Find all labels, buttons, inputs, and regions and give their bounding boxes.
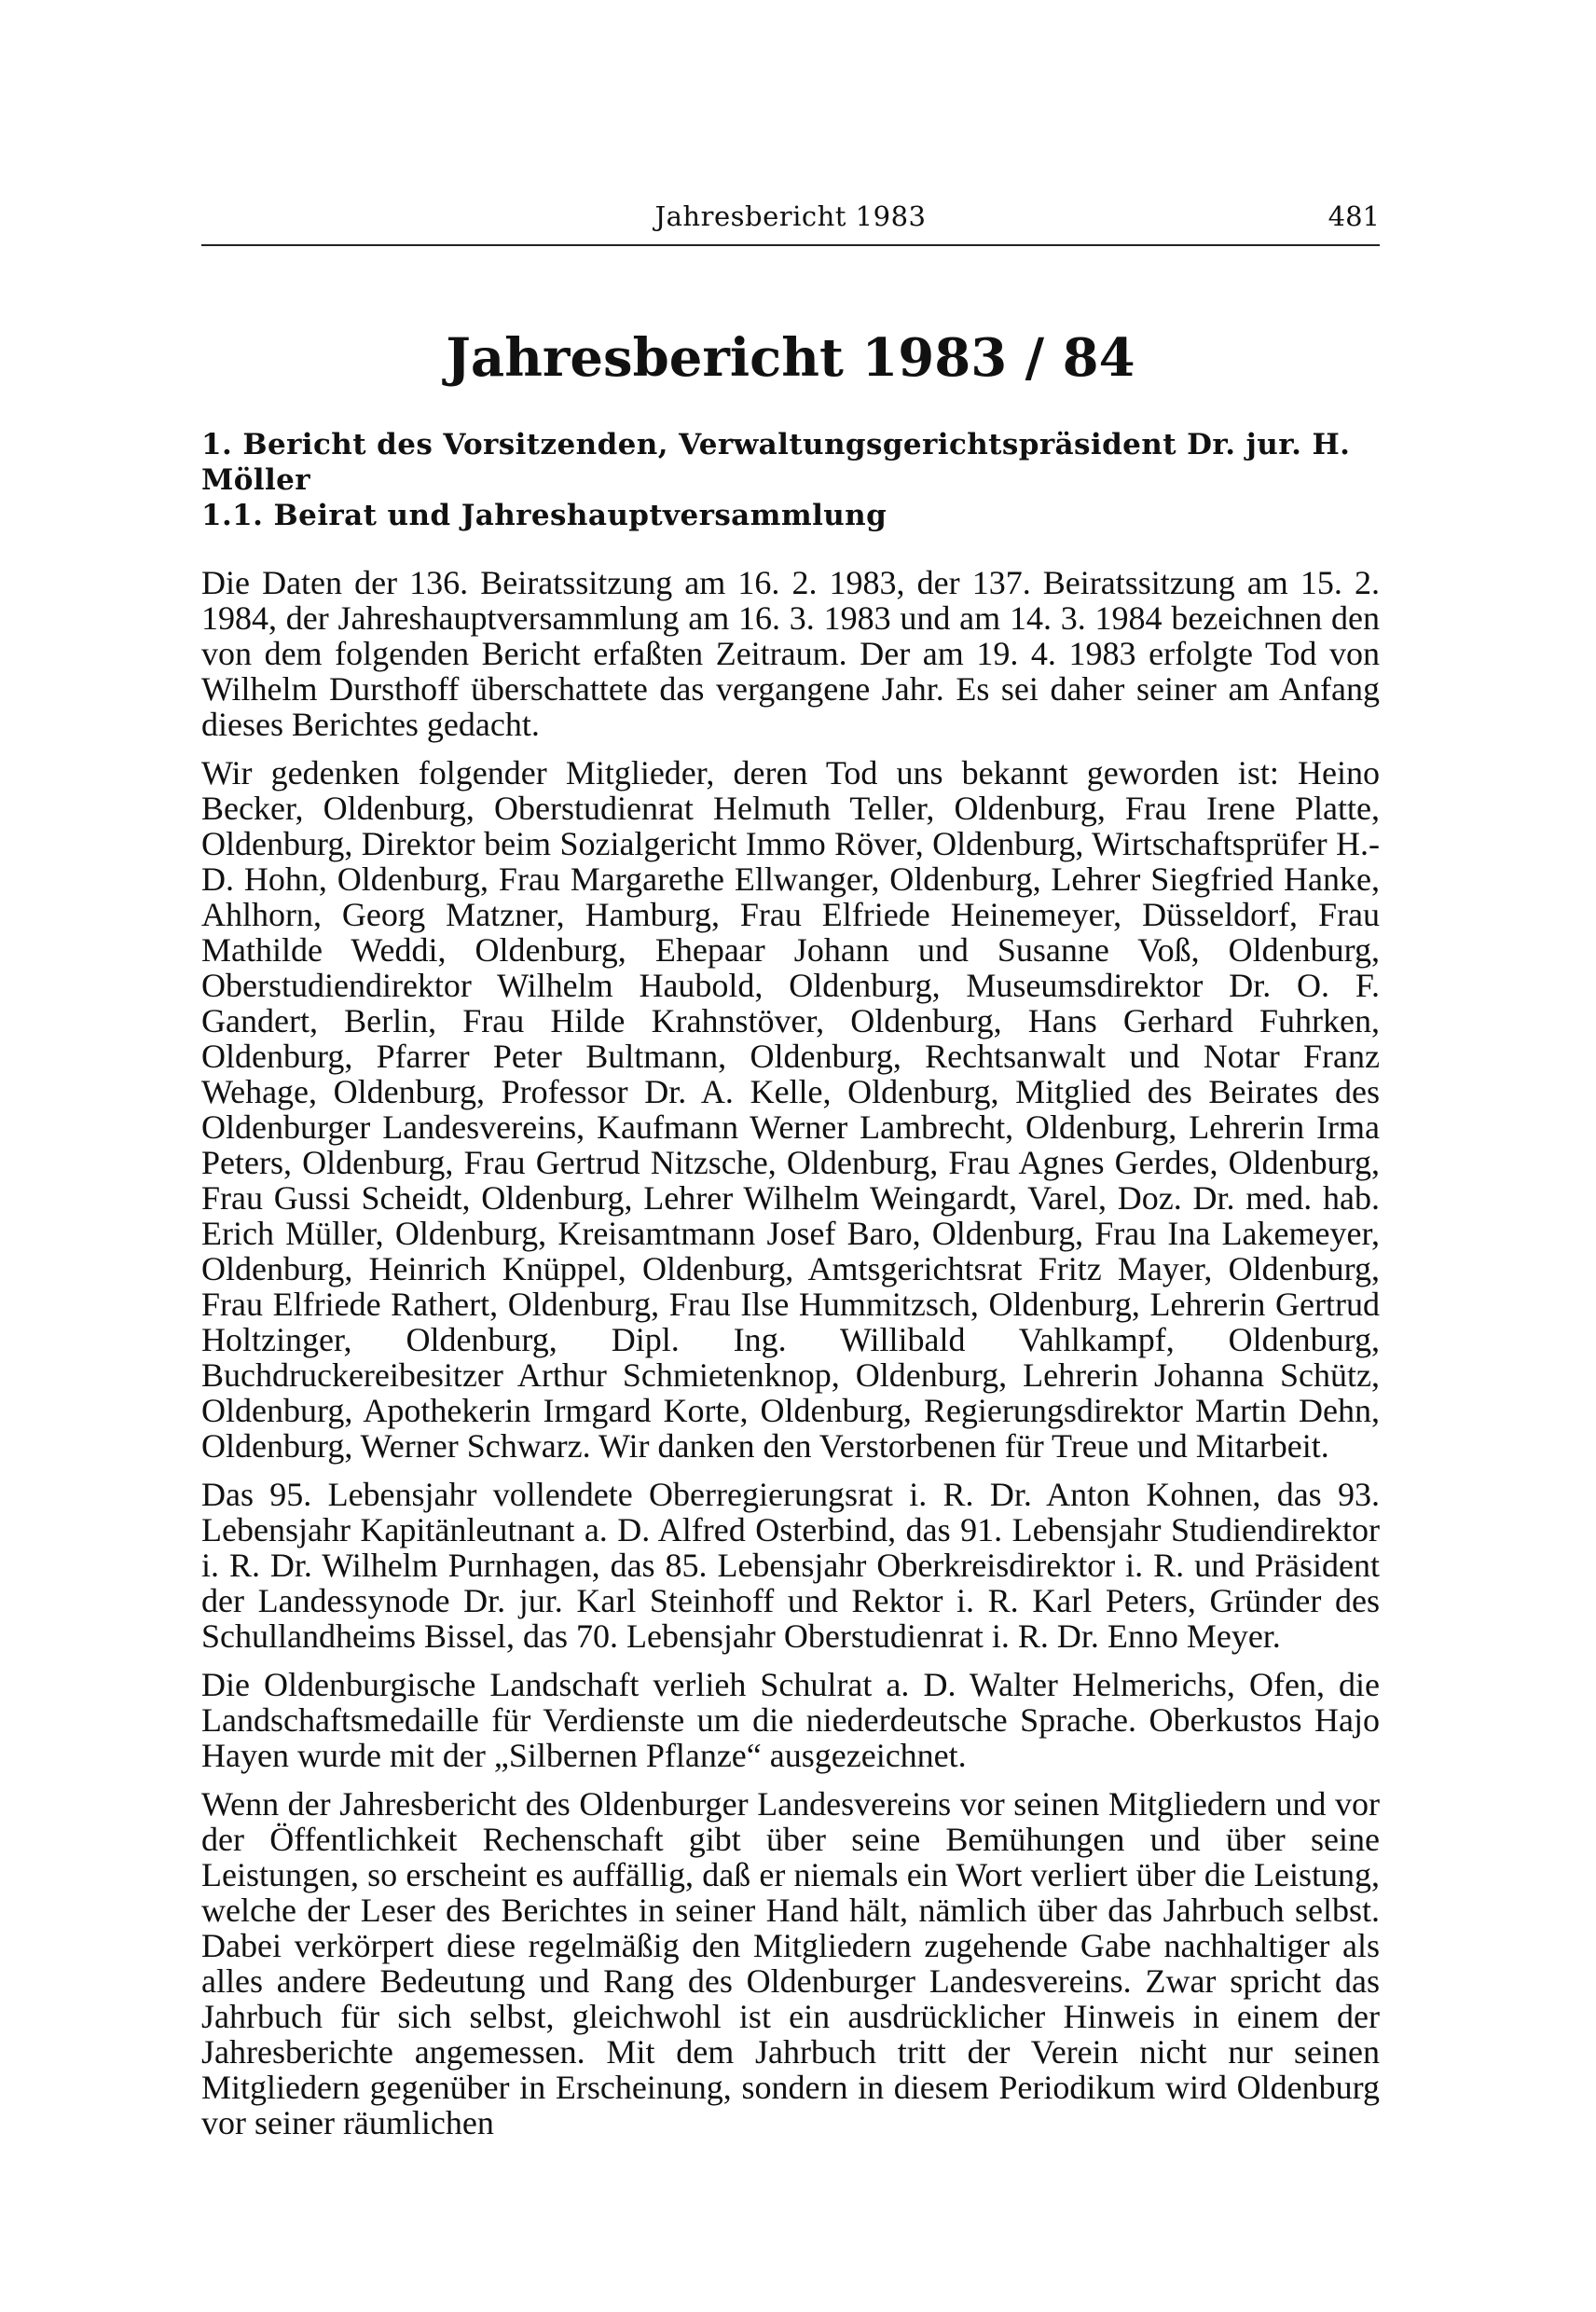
subsection-heading: 1.1. Beirat und Jahreshauptversammlung bbox=[201, 499, 887, 532]
paragraph-obituaries: Wir gedenken folgender Mitglieder, deren Tod uns bekannt geworden ist: Heino Becker, Oldenburg, Oberstudienrat Helmuth Teller, Oldenburg, Frau Irene Platte, Oldenburg, Direktor beim Sozialgericht Immo Röver, Oldenburg, Wirtschaftsprüfer H.-D. Hohn, Oldenburg, Frau Margarethe Ellwanger, Oldenburg, Lehrer Siegfried Hanke, Ahlhorn, Georg Matzner, Hamburg, Frau Elfriede Heinemeyer, Düsseldorf, Frau Mathilde Weddi, Oldenburg, Ehepaar Johann und Susanne Voß, Oldenburg, Oberstudiendirektor Wilhelm Haubold, Oldenburg, Museumsdirektor Dr. O. F. Gandert, Berlin, Frau Hilde Krahnstöver, Oldenburg, Hans Gerhard Fuhrken, Oldenburg, Pfarrer Peter Bultmann, Oldenburg, Rechtsanwalt und Notar Franz Wehage, Oldenburg, Professor Dr. A. Kelle, Oldenburg, Mitglied des Beirates des Oldenburger Landesvereins, Kaufmann Werner Lambrecht, Oldenburg, Lehrerin Irma Peters, Oldenburg, Frau Gertrud Nitzsche, Oldenburg, Frau Agnes Gerdes, Oldenburg, Frau Gussi Scheidt, Oldenburg, Lehrer Wilhelm Weingardt, Varel, Doz. Dr. med. hab. Erich Müller, Oldenburg, Kreisamtmann Josef Baro, Oldenburg, Frau Ina Lakemeyer, Oldenburg, Heinrich Knüppel, Oldenburg, Amtsgerichtsrat Fritz Mayer, Oldenburg, Frau Elfriede Rathert, Oldenburg, Frau Ilse Hummitzsch, Oldenburg, Lehrerin Gertrud Holtzinger, Oldenburg, Dipl. Ing. Willibald Vahlkampf, Oldenburg, Buchdruckereibesitzer Arthur Schmietenknop, Oldenburg, Lehrerin Johanna Schütz, Oldenburg, Apothekerin Irmgard Korte, Oldenburg, Regierungsdirektor Martin Dehn, Oldenburg, Werner Schwarz. Wir danken den Verstorbenen für Treue und Mitarbeit. bbox=[201, 754, 1380, 1465]
paragraph-awards: Die Oldenburgische Landschaft verlieh Schulrat a. D. Walter Helmerichs, Ofen, die Landschaftsmedaille für Verdienste um die niederdeutsche Sprache. Oberkustos Hajo Hayen wurde mit der „Silbernen Pflanze“ ausgezeichnet. bbox=[201, 1666, 1380, 1774]
paragraph-dates: Die Daten der 136. Beiratssitzung am 16. 2. 1983, der 137. Beiratssitzung am 15. 2. 1984, der Jahreshauptversammlung am 16. 3. 1983 und am 14. 3. 1984 bezeichnen den von dem folgenden Bericht erfaßten Zeitraum. Der am 19. 4. 1983 erfolgte Tod von Wilhelm Dursthoff überschattete das vergangene Jahr. Es sei daher seiner am Anfang dieses Berichtes gedacht. bbox=[201, 564, 1380, 743]
section-heading: 1. Bericht des Vorsitzenden, Verwaltungsgerichtspräsident Dr. jur. H. Möller bbox=[201, 428, 1351, 497]
paragraph-yearbook: Wenn der Jahresbericht des Oldenburger Landesvereins vor seinen Mitgliedern und vor der Öffentlichkeit Rechenschaft gibt über seine Bemühungen und über seine Leistungen, so erscheint es auffällig, daß er niemals ein Wort verliert über die Leistung, welche der Leser des Berichtes in seiner Hand hält, nämlich über das Jahrbuch selbst. Dabei verkörpert diese regelmäßig den Mitgliedern zugehende Gabe nachhaltiger als alles andere Bedeutung und Rang des Oldenburger Landesvereins. Zwar spricht das Jahrbuch für sich selbst, gleichwohl ist ein ausdrücklicher Hinweis in einem der Jahresberichte angemessen. Mit dem Jahrbuch tritt der Verein nicht nur seinen Mitgliedern gegenüber in Erscheinung, sondern in diesem Periodikum wird Oldenburg vor seiner räumlichen bbox=[201, 1785, 1380, 2141]
page-number: 481 bbox=[1328, 200, 1380, 232]
page-body bbox=[201, 326, 1380, 2154]
running-header bbox=[201, 186, 1380, 242]
header-divider bbox=[201, 244, 1380, 246]
paragraph-birthdays: Das 95. Lebensjahr vollendete Oberregierungsrat i. R. Dr. Anton Kohnen, das 93. Lebensjahr Kapitänleutnant a. D. Alfred Osterbind, das 91. Lebensjahr Studiendirektor i. R. Dr. Wilhelm Purnhagen, das 85. Lebensjahr Oberkreisdirektor i. R. und Präsident der Landessynode Dr. jur. Karl Steinhoff und Rektor i. R. Karl Peters, Gründer des Schullandheims Bissel, das 70. Lebensjahr Oberstudienrat i. R. Dr. Enno Meyer. bbox=[201, 1476, 1380, 1655]
document-title: Jahresbericht 1983 / 84 bbox=[446, 327, 1135, 389]
running-title: Jahresbericht 1983 bbox=[654, 200, 927, 232]
